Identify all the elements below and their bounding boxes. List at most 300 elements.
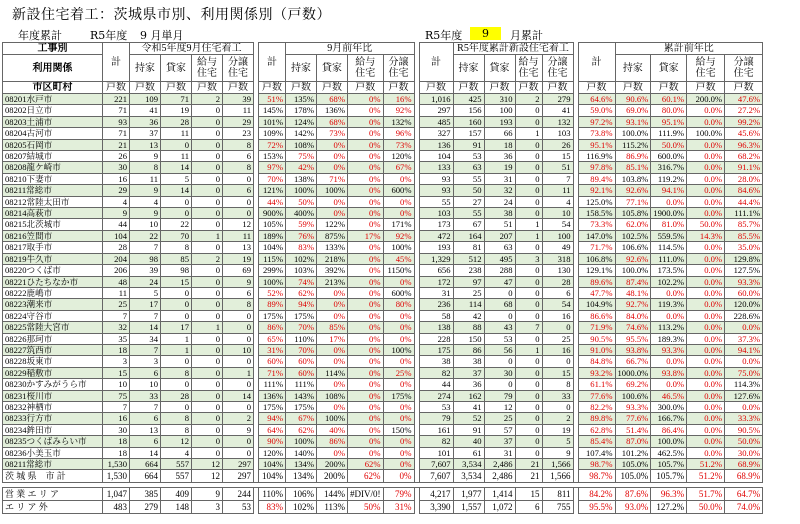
cell-cumulative: 297 [419,105,453,116]
cell-cumulative-yoy: 73.3% [578,219,615,230]
total-row [3,470,763,483]
cell-month: 483 [103,501,130,514]
cell-month-yoy: 0% [348,322,384,333]
cell-month-yoy: 145% [259,105,286,116]
cell-cumulative: 30 [484,367,515,378]
cell-month: 15 [103,367,130,378]
cell-cumulative: 425 [453,94,484,105]
cell-month-yoy: 0% [317,196,348,207]
cell-cumulative: 82 [419,367,453,378]
cell-month-yoy: 86% [259,322,286,333]
cell-cumulative-yoy: 89.8% [578,413,615,424]
cell-cumulative-yoy: 47.7% [578,287,615,298]
cell-month-yoy: 73% [317,128,348,139]
cell-month-yoy: 0% [383,470,414,483]
cell-cumulative: 93 [419,173,453,184]
cell-month: 1 [161,344,192,355]
cell-cumulative: 0 [515,173,542,184]
cell-cumulative-yoy: 60.1% [651,94,687,105]
cell-month: 0 [223,333,254,344]
cell-month-yoy: 0% [383,356,414,367]
row-name: 08226那珂市 [3,333,103,344]
cell-month-yoy: 0% [317,287,348,298]
table-row [3,436,763,447]
cell-month: 11 [161,128,192,139]
header-unit-0-4: 戸数 [223,82,254,94]
cell-month: 29 [103,185,130,196]
cell-month: 26 [103,151,130,162]
area-row-sales [3,488,763,501]
cell-month-yoy: 0% [383,401,414,412]
header-sub-2-1: 貸家 [484,55,515,82]
cell-month-yoy: 86% [317,436,348,447]
cell-cumulative: 0 [484,310,515,321]
cell-month: 409 [161,488,192,501]
cell-cumulative-yoy: 85.5% [725,230,763,241]
cell-cumulative-yoy: 147.0% [578,230,615,241]
cell-cumulative: 1,977 [453,488,484,501]
cell-cumulative: 38 [453,356,484,367]
cell-month: 1,530 [103,459,130,470]
cell-month: 11 [161,151,192,162]
cell-cumulative: 1 [515,344,542,355]
table-row [3,242,763,253]
cell-cumulative: 25 [484,413,515,424]
cell-month-yoy: 0% [348,139,384,150]
cell-month-yoy: 109% [259,128,286,139]
cell-month: 557 [161,470,192,483]
cell-month: 1 [223,367,254,378]
header-unit-3-0: 戸数 [578,82,615,94]
cell-cumulative: 53 [484,333,515,344]
table-row [3,287,763,298]
cell-cumulative-yoy: 84.6% [725,185,763,196]
cell-cumulative: 0 [515,162,542,173]
cell-month: 18 [103,447,130,458]
cell-month: 33 [130,390,161,401]
cell-month-yoy: 62% [286,424,317,435]
cell-month: 12 [192,459,223,470]
cell-month: 69 [223,265,254,276]
cell-cumulative: 0 [515,116,542,127]
cell-month-yoy: 50% [286,196,317,207]
cell-month-yoy: 0% [317,208,348,219]
cell-cumulative-yoy: 0.0% [687,322,725,333]
cell-cumulative-yoy: 96.3% [651,488,687,501]
cell-cumulative-yoy: 100.0% [615,128,651,139]
cell-month-yoy: 0% [348,162,384,173]
cell-month: 71 [161,94,192,105]
cell-month-yoy: 120% [259,447,286,458]
cell-month-yoy: 0% [348,208,384,219]
cell-month-yoy: 392% [317,265,348,276]
cell-cumulative: 11 [542,185,573,196]
cell-month: 28 [103,242,130,253]
cell-month: 14 [223,390,254,401]
table-row [3,276,763,287]
cell-month: 12 [223,219,254,230]
header-sub-2-2: 給与 住宅 [515,55,542,82]
housing-table [2,42,763,514]
cell-cumulative-yoy: 92.1% [578,185,615,196]
cell-cumulative: 97 [453,276,484,287]
cell-month: 10 [130,219,161,230]
cell-cumulative-yoy: 114.3% [725,379,763,390]
header-sub-2-0: 持家 [453,55,484,82]
cell-month-yoy: 0% [317,151,348,162]
cell-cumulative: 0 [515,436,542,447]
header-unit-3-2: 戸数 [651,82,687,94]
cell-month: 22 [161,219,192,230]
table-row [3,139,763,150]
cell-month: 9 [223,424,254,435]
table-row [3,413,763,424]
cell-cumulative: 1,072 [484,501,515,514]
cell-month: 9 [223,276,254,287]
cell-cumulative-yoy: 0.0% [687,356,725,367]
cell-cumulative: 1 [515,128,542,139]
cell-cumulative: 38 [419,356,453,367]
cell-month: 0 [223,196,254,207]
cell-month-yoy: 900% [259,208,286,219]
cell-month-yoy: 0% [348,253,384,264]
row-name: 08222鹿嶋市 [3,287,103,298]
cell-cumulative: 68 [484,299,515,310]
row-name: 08233行方市 [3,413,103,424]
cell-month: 664 [130,459,161,470]
cell-cumulative-yoy: 120.0% [725,299,763,310]
cell-cumulative: 6 [515,501,542,514]
cell-month-yoy: 0% [383,208,414,219]
cell-month: 75 [103,390,130,401]
cell-cumulative-yoy: 86.4% [651,424,687,435]
table-row [3,185,763,196]
table-row [3,379,763,390]
cell-cumulative: 472 [419,230,453,241]
cell-cumulative: 54 [542,299,573,310]
cell-cumulative-yoy: 0.0% [687,344,725,355]
cell-cumulative: 0 [515,390,542,401]
cell-cumulative-yoy: 86.6% [578,310,615,321]
cell-month-yoy: 75% [286,151,317,162]
cell-month-yoy: 103% [286,265,317,276]
cell-cumulative-yoy: 95.5% [578,501,615,514]
cell-month-yoy: 150% [383,424,414,435]
cell-month-yoy: 97% [259,162,286,173]
cell-month: 0 [192,242,223,253]
cell-cumulative: 3,534 [453,459,484,470]
fiscal-year-label-2: R5年度 [425,29,463,42]
cell-month: 11 [223,230,254,241]
cell-month: 221 [103,94,130,105]
cell-month: 664 [130,470,161,483]
cell-cumulative: 41 [542,105,573,116]
cell-month: 13 [130,139,161,150]
header-sub-3-3: 分譲 住宅 [725,55,763,82]
cell-cumulative-yoy: 30.0% [725,447,763,458]
table-row [3,333,763,344]
cell-month: 9 [130,151,161,162]
cell-cumulative: 36 [453,379,484,390]
header-sub-3-0: 持家 [615,55,651,82]
cell-cumulative: 288 [484,265,515,276]
header-sub-2-3: 分譲 住宅 [542,55,573,82]
cell-month: 14 [130,447,161,458]
cell-cumulative-yoy: 107.4% [578,447,615,458]
cell-cumulative: 55 [419,196,453,207]
cell-cumulative-yoy: 0.0% [687,116,725,127]
row-name: 08231桜川市 [3,390,103,401]
header-g4: 累計前年比 [615,43,763,55]
cell-month-yoy: 50% [348,501,384,514]
cell-month-yoy: 0% [383,447,414,458]
header-sub-3-2: 給与 住宅 [687,55,725,82]
table-row [3,299,763,310]
table-row [3,219,763,230]
cell-cumulative: 175 [419,344,453,355]
cell-month: 297 [223,470,254,483]
cell-month-yoy: 100% [383,344,414,355]
header-g2: 9月前年比 [286,43,415,55]
cell-month-yoy: 0% [348,413,384,424]
row-name: 08223潮来市 [3,299,103,310]
cell-month-yoy: 83% [259,501,286,514]
cell-cumulative-yoy: 111.0% [651,253,687,264]
cell-month: 30 [103,424,130,435]
cell-cumulative: 27 [453,196,484,207]
cell-month-yoy: 0% [348,310,384,321]
cell-cumulative: 160 [453,116,484,127]
cell-month: 0 [192,276,223,287]
cell-cumulative: 173 [419,219,453,230]
cell-cumulative: 279 [542,94,573,105]
row-name: 08234鉾田市 [3,424,103,435]
cell-cumulative: 164 [453,230,484,241]
cell-cumulative: 1,414 [484,488,515,501]
cell-cumulative-yoy: 127.2% [651,501,687,514]
cell-month-yoy: 218% [317,253,348,264]
cell-month: 11 [130,173,161,184]
cell-month-yoy: 71% [259,367,286,378]
header-unit-0-1: 戸数 [130,82,161,94]
cell-month: 16 [103,173,130,184]
cell-month-yoy: 124% [286,116,317,127]
table-row [3,310,763,321]
cell-cumulative: 104 [419,151,453,162]
cell-month: 6 [130,413,161,424]
cell-month: 93 [103,116,130,127]
cell-month-yoy: 0% [383,413,414,424]
cell-cumulative-yoy: 75.0% [725,367,763,378]
cell-cumulative-yoy: 84.2% [578,488,615,501]
cell-cumulative: 4,217 [419,488,453,501]
cell-month-yoy: 94% [259,413,286,424]
cell-month-yoy: 0% [348,390,384,401]
cell-cumulative: 0 [515,242,542,253]
cell-cumulative: 0 [515,287,542,298]
cell-month-yoy: 72% [259,139,286,150]
cell-cumulative-yoy: 127.5% [725,265,763,276]
cell-cumulative-yoy: 14.3% [687,230,725,241]
cell-cumulative: 327 [419,128,453,139]
cell-cumulative: 5 [542,436,573,447]
cell-cumulative: 8 [542,379,573,390]
cell-month-yoy: 79% [383,488,414,501]
cell-cumulative: 0 [515,310,542,321]
header-municipality: 市区町村 [3,82,103,94]
cell-month-yoy: 0% [348,287,384,298]
cell-month-yoy: 0% [348,94,384,105]
cell-month: 32 [103,322,130,333]
cell-cumulative: 162 [453,390,484,401]
row-name: 08227筑西市 [3,344,103,355]
cell-month: 206 [103,265,130,276]
cell-month: 0 [223,436,254,447]
cell-cumulative: 91 [453,424,484,435]
header-unit-2-0: 戸数 [419,82,453,94]
cell-month-yoy: 67% [383,162,414,173]
cell-month-yoy: 153% [259,151,286,162]
cell-cumulative-yoy: 50.0% [651,139,687,150]
cell-month-yoy: 102% [286,501,317,514]
row-name: 08202日立市 [3,105,103,116]
cell-month-yoy: 0% [348,367,384,378]
cell-month-yoy: 62% [348,459,384,470]
cell-cumulative-yoy: 0.0% [651,356,687,367]
row-name: 08211常総市 [3,185,103,196]
cell-cumulative: 485 [419,116,453,127]
cell-month: 44 [103,219,130,230]
header-sub-0-2: 給与 住宅 [192,55,223,82]
cell-month-yoy: 104% [259,470,286,483]
cell-cumulative: 37 [453,367,484,378]
cell-cumulative-yoy: 95.5% [615,333,651,344]
cell-cumulative-yoy: 85.1% [615,162,651,173]
cell-month-yoy: 0% [317,299,348,310]
cell-cumulative-yoy: 68.9% [725,459,763,470]
cell-month-yoy: 134% [286,470,317,483]
header-total-3: 計 [419,43,453,82]
cell-month: 7 [130,401,161,412]
cell-cumulative-yoy: 0.0% [687,253,725,264]
cell-cumulative-yoy: 95.1% [651,116,687,127]
cell-month-yoy: 134% [286,459,317,470]
cell-cumulative: 51 [484,219,515,230]
cell-month-yoy: 0% [348,356,384,367]
cell-month-yoy: 0% [348,128,384,139]
cell-cumulative: 53 [453,151,484,162]
cell-cumulative-yoy: 68.9% [725,470,763,483]
cell-month: 0 [223,208,254,219]
cell-cumulative-yoy: 90.6% [615,94,651,105]
header-unit-2-4: 戸数 [542,82,573,94]
cell-month: 14 [130,322,161,333]
cell-month: 14 [161,185,192,196]
cell-month-yoy: 0% [348,424,384,435]
cell-cumulative-yoy: 77.6% [578,390,615,401]
cell-month: 0 [223,401,254,412]
cell-month-yoy: 600% [383,185,414,196]
cell-cumulative: 150 [453,333,484,344]
cell-cumulative-yoy: 93.8% [651,367,687,378]
cell-cumulative: 512 [453,253,484,264]
cell-month: 9 [130,208,161,219]
cell-month: 5 [130,287,161,298]
table-row [3,128,763,139]
cell-cumulative: 31 [484,173,515,184]
cell-cumulative-yoy: 114.5% [651,242,687,253]
cell-month-yoy: 60% [286,356,317,367]
header-kind: 工事別 [3,43,103,55]
cell-cumulative-yoy: 44.4% [725,196,763,207]
cell-cumulative: 67 [453,219,484,230]
cell-month-yoy: 0% [348,151,384,162]
cell-cumulative: 0 [542,401,573,412]
cell-cumulative-yoy: 104.9% [578,299,615,310]
cell-cumulative: 42 [453,310,484,321]
cell-month-yoy: 89% [259,299,286,310]
cell-month: 1 [192,230,223,241]
cell-cumulative: 37 [484,436,515,447]
cell-month: 0 [192,265,223,276]
cell-month: 98 [161,265,192,276]
cell-month-yoy: 132% [383,116,414,127]
cell-cumulative: 43 [484,322,515,333]
cell-month: 148 [161,501,192,514]
cell-cumulative-yoy: 0.0% [687,173,725,184]
cell-cumulative-yoy: 93.1% [615,116,651,127]
cell-cumulative: 0 [515,413,542,424]
cell-cumulative: 318 [542,253,573,264]
cell-cumulative-yoy: 101.2% [615,447,651,458]
cell-cumulative-yoy: 74.6% [615,322,651,333]
cell-month: 2 [223,413,254,424]
cell-month: 0 [192,139,223,150]
cell-cumulative-yoy: 129.8% [725,253,763,264]
page-title: 新設住宅着工：茨城県市別、利用関係別（戸数） [12,7,331,23]
cell-cumulative-yoy: 64.7% [725,488,763,501]
row-name: 08212常陸太田市 [3,196,103,207]
cell-cumulative-yoy: 100.0% [615,265,651,276]
cell-month-yoy: 0% [348,333,384,344]
row-name: 08203土浦市 [3,116,103,127]
cell-month: 0 [161,208,192,219]
cell-cumulative-yoy: 0.0% [725,356,763,367]
row-name: 08211常総市 [3,459,103,470]
cell-month-yoy: 121% [259,185,286,196]
cell-cumulative: 36 [484,151,515,162]
cell-cumulative: 0 [515,333,542,344]
cell-cumulative-yoy: 87.6% [615,488,651,501]
row-name: 08201水戸市 [3,94,103,105]
cell-cumulative-yoy: 73.8% [578,128,615,139]
cell-cumulative-yoy: 48.1% [615,287,651,298]
cell-cumulative-yoy: 98.7% [578,459,615,470]
cell-month: 1 [192,322,223,333]
cell-month: 6 [223,151,254,162]
cell-cumulative-yoy: 105.0% [615,459,651,470]
cell-cumulative: 0 [515,299,542,310]
table-row [3,447,763,458]
cell-month-yoy: 175% [259,401,286,412]
cell-month: 10 [130,379,161,390]
cell-month: 0 [192,116,223,127]
cell-cumulative-yoy: 106.8% [578,253,615,264]
row-name: 08225常陸大宮市 [3,322,103,333]
cell-cumulative-yoy: 86.9% [615,151,651,162]
cell-month-yoy: 64% [259,424,286,435]
cell-month-yoy: 106% [286,488,317,501]
